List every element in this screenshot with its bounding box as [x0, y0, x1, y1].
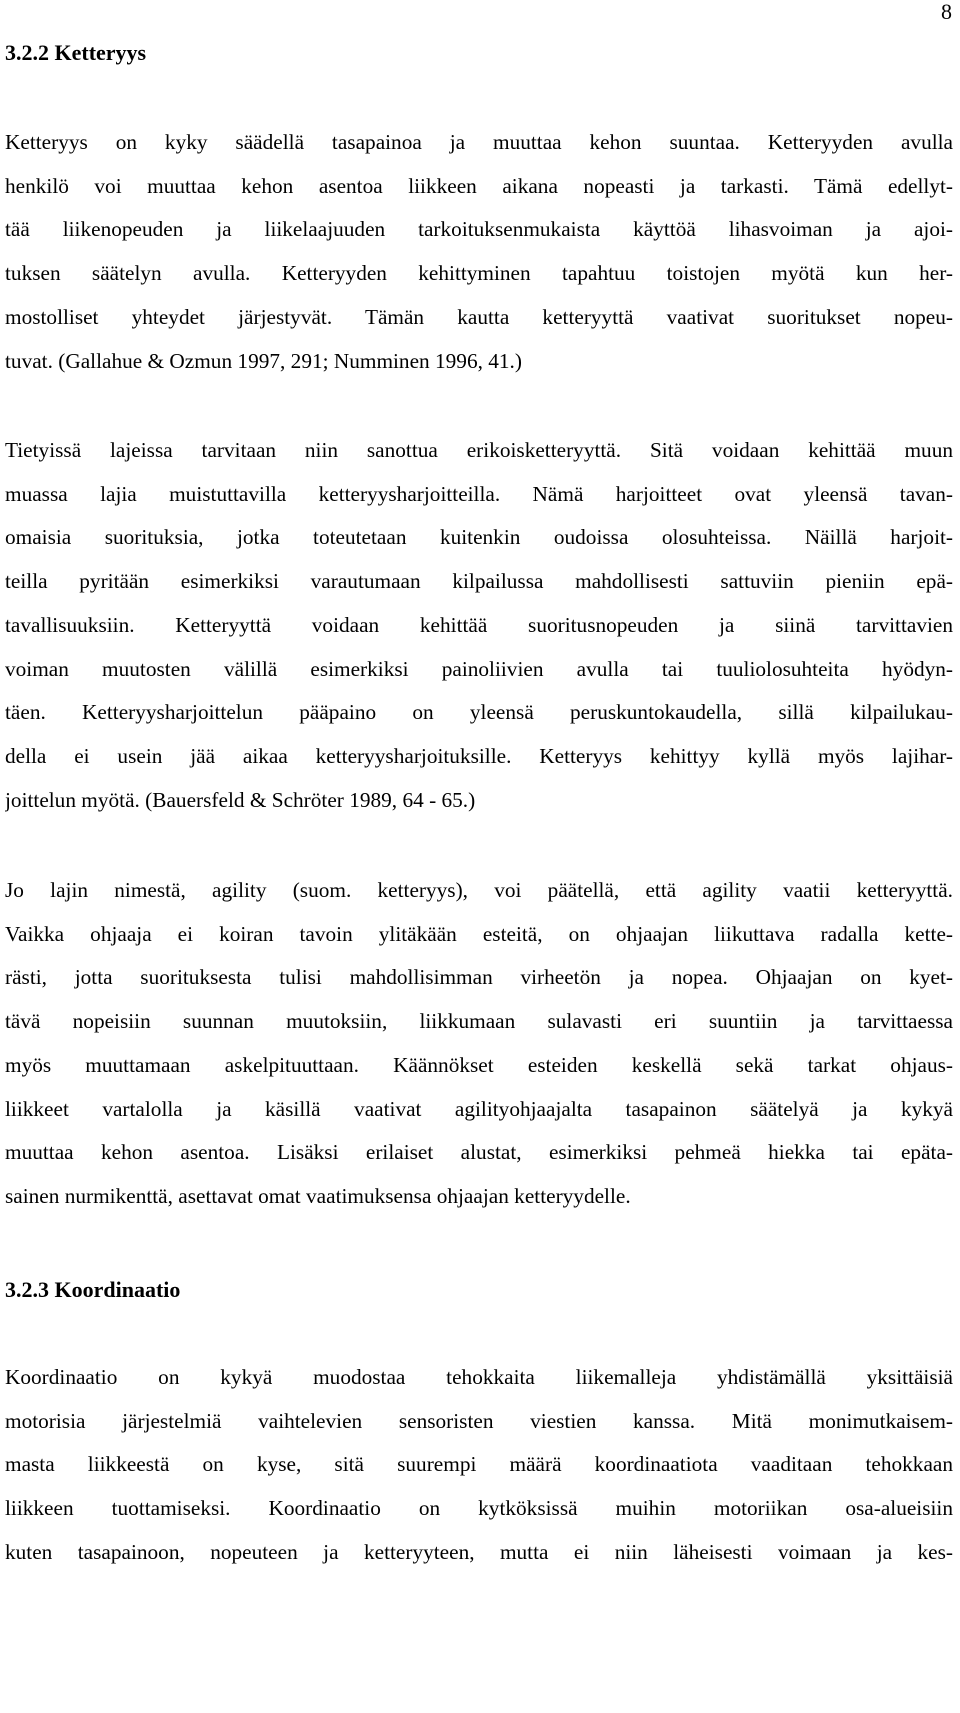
text-line: della ei usein jää aikaa ketteryysharjoituksille. Ketteryys kehittyy kyllä myös lajihar- [5, 743, 953, 768]
text-line: Koordinaatio on kykyä muodostaa tehokkaita liikemalleja yhdistämällä yksittäisiä [5, 1365, 953, 1389]
text-line: tävä nopeisiin suunnan muutoksiin, liikkumaan sulavasti eri suuntiin ja tarvittaessa [5, 1009, 953, 1034]
text-line: masta liikkeestä on kyse, sitä suurempi määrä koordinaatiota vaaditaan tehokkaan [5, 1452, 953, 1477]
text-line: Jo lajin nimestä, agility (suom. ketteryys), voi päätellä, että agility vaatii ketteryyttä. [5, 878, 953, 902]
text-line: tuvat. (Gallahue & Ozmun 1997, 291; Numminen 1996, 41.) [5, 348, 522, 373]
text-line: muuttaa kehon asentoa. Lisäksi erilaiset alustat, esimerkiksi pehmeä hiekka tai epäta- [5, 1140, 953, 1165]
text-line: Vaikka ohjaaja ei koiran tavoin ylitäkään esteitä, on ohjaajan liikuttava radalla kette- [5, 921, 953, 946]
text-line: teilla pyritään esimerkiksi varautumaan kilpailussa mahdollisesti sattuviin pieniin epä- [5, 569, 953, 594]
text-line: rästi, jotta suorituksesta tulisi mahdollisimman virheetön ja nopea. Ohjaajan on kyet- [5, 965, 953, 990]
text-line: omaisia suorituksia, jotka toteutetaan kuitenkin oudoissa olosuhteissa. Näillä harjoit- [5, 525, 953, 550]
paragraph-koordinaatio-definition [5, 1356, 953, 1575]
text-line: henkilö voi muuttaa kehon asentoa liikkeen aikana nopeasti ja tarkasti. Tämä edellyt- [5, 173, 953, 198]
text-line: kuten tasapainoon, nopeuteen ja ketteryyteen, mutta ei niin läheisesti voimaan ja kes- [5, 1539, 953, 1564]
text-line: Ketteryys on kyky säädellä tasapainoa ja muuttaa kehon suuntaa. Ketteryyden avulla [5, 130, 953, 154]
text-line: tuksen säätelyn avulla. Ketteryyden kehittyminen tapahtuu toistojen myötä kun her- [5, 261, 953, 286]
text-line: motorisia järjestelmiä vaihtelevien sensoristen viestien kanssa. Mitä monimutkaisem- [5, 1408, 953, 1433]
text-line: myös muuttamaan askelpituuttaan. Käännökset esteiden keskellä sekä tarkat ohjaus- [5, 1052, 953, 1077]
text-line: joittelun myötä. (Bauersfeld & Schröter 1989, 64 - 65.) [5, 787, 476, 812]
text-line: täen. Ketteryysharjoittelun pääpaino on yleensä peruskuntokaudella, sillä kilpailukau- [5, 700, 953, 725]
text-line: tavallisuuksiin. Ketteryyttä voidaan kehittää suoritusnopeuden ja siinä tarvittavien [5, 612, 953, 637]
paragraph-ketteryys-definition [5, 121, 953, 383]
paragraph-agility-ketteryys [5, 869, 953, 1219]
text-line: mostolliset yhteydet järjestyvät. Tämän kautta ketteryyttä vaativat suoritukset nopeu- [5, 304, 953, 329]
text-line: voiman muutosten välillä esimerkiksi painoliivien avulla tai tuuliolosuhteita hyödyn- [5, 656, 953, 681]
paragraph-erikoisketteryys [5, 429, 953, 822]
text-line: muassa lajia muistuttavilla ketteryysharjoitteilla. Nämä harjoitteet ovat yleensä tavan- [5, 481, 953, 506]
text-line: liikkeen tuottamiseksi. Koordinaatio on kytköksissä muihin motoriikan osa-alueisiin [5, 1496, 953, 1521]
text-line: tää liikenopeuden ja liikelaajuuden tarkoituksenmukaista käyttöä lihasvoiman ja ajoi- [5, 217, 953, 242]
section-heading-ketteryys: 3.2.2 Ketteryys [5, 40, 147, 65]
text-line: Tietyissä lajeissa tarvitaan niin sanottua erikoisketteryyttä. Sitä voidaan kehittää muun [5, 438, 953, 462]
text-line: liikkeet vartalolla ja käsillä vaativat agilityohjaajalta tasapainon säätelyä ja kykyä [5, 1096, 953, 1121]
section-heading-koordinaatio: 3.2.3 Koordinaatio [5, 1277, 181, 1302]
text-line: sainen nurmikenttä, asettavat omat vaatimuksensa ohjaajan ketteryydelle. [5, 1183, 631, 1208]
page-number: 8 [941, 0, 952, 24]
